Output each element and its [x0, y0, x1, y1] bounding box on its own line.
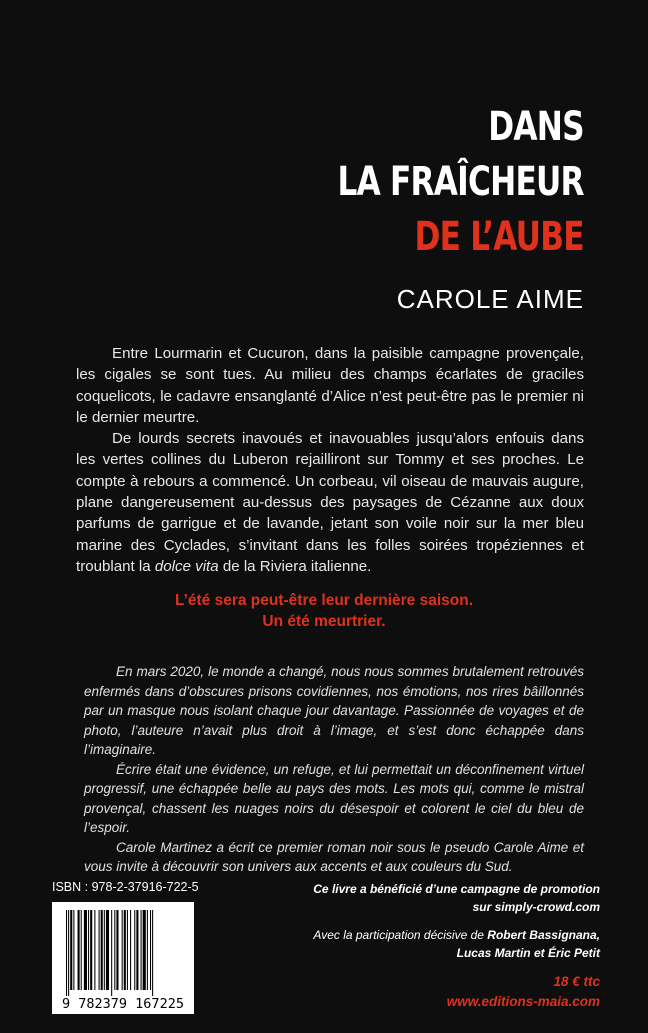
barcode-bar [73, 910, 74, 990]
barcode-bar [101, 910, 103, 990]
about-paragraph-3: Carole Martinez a écrit ce premier roman noir sous le pseudo Carole Aime et vous invite à découvrir son univers aux accents et aux couleurs du Sud. [84, 839, 584, 874]
price-block [447, 972, 600, 1012]
title-line-1: DANS [488, 104, 584, 150]
barcode-bar [94, 910, 95, 990]
barcode-bar [141, 910, 142, 990]
promo-line-3-start: Avec la participation décisive de [313, 928, 488, 942]
barcode-bar [88, 910, 89, 990]
barcode-graphic [52, 902, 194, 1014]
barcode-bar [127, 910, 128, 990]
barcode-bar [66, 910, 67, 996]
title-line-3: DE L’AUBE [414, 214, 584, 260]
barcode-bar [136, 910, 138, 990]
blurb-paragraph-2-end: de la Riviera italienne. [218, 557, 372, 575]
barcode-bar [84, 910, 87, 990]
isbn-label: ISBN : 978-2-37916-722-5 [52, 880, 199, 894]
barcode-bar [130, 910, 131, 990]
promo-line-3 [280, 926, 600, 944]
barcode-bar [106, 910, 109, 990]
barcode-bar [78, 910, 80, 990]
barcode-bar [150, 910, 151, 990]
publisher-website: www.editions-maia.com [446, 994, 600, 1009]
barcode [52, 902, 194, 1014]
promo-credits [280, 880, 600, 962]
title-line-2: LA FRAÎCHEUR [337, 159, 584, 205]
about-paragraph-1: En mars 2020, le monde a changé, nous nous sommes brutalement retrouvés enfermés dans d’obscures prisons covidiennes, nos émotions, nos rires bâillonnés par un masque nous isolant chaque jour davantage. Passionnée de voyages et de photo, l’auteure n’avait plus droit à l’image, et s’est donc échappée dans l’imaginaire. [84, 664, 584, 757]
promo-line-4: Lucas Martin et Éric Petit [456, 946, 600, 960]
barcode-bar [147, 910, 148, 990]
about-author [84, 662, 584, 877]
barcode-bar [70, 910, 72, 990]
barcode-bar [114, 910, 115, 990]
barcode-bar [99, 910, 100, 990]
barcode-bar [111, 910, 112, 996]
author-name: CAROLE AIME [396, 284, 584, 314]
blurb-paragraph-1: Entre Lourmarin et Cucuron, dans la paisible campagne provençale, les cigales se sont tues. Au milieu des champs écarlates de graciles coquelicots, le cadavre ensanglanté d’Alice n’est peut-être pas le premier ni le dernier meurtre. [76, 345, 584, 426]
blurb [76, 343, 584, 577]
barcode-bar [116, 910, 118, 990]
barcode-bar [122, 910, 123, 990]
promo-line-2: sur simply-crowd.com [472, 900, 600, 914]
barcode-bar [90, 910, 92, 990]
promo-line-1: Ce livre a bénéficié d’une campagne de promotion [313, 882, 600, 896]
book-title [338, 100, 584, 265]
barcode-bar [68, 910, 69, 996]
tagline [0, 590, 648, 632]
blurb-paragraph-2 [76, 428, 584, 577]
barcode-bar [124, 910, 126, 990]
promo-line-3-bold: Robert Bassignana, [487, 928, 600, 942]
blurb-paragraph-2-start: De lourds secrets inavoués et inavouables jusqu’alors enfouis dans les vertes collines du Luberon rejailliront sur Tommy et ses proches. Le compte à rebours a commencé. Un corbeau, vil oiseau de mauvais augure, plane dangereusement au-dessus des paysages de Cézanne aux doux parfums de garrigue et de lavande, jetant son voile noir sur la mer bleu marine des Cyclades, s’invitant dans les folles soirées tropéziennes et troublant la [76, 430, 584, 575]
barcode-bar [152, 910, 153, 996]
blurb-italic-phrase: dolce vita [154, 557, 219, 575]
barcode-digits: 9 782379 167225 [62, 996, 184, 1012]
about-paragraph-2: Écrire était une évidence, un refuge, et lui permettait un déconfinement virtuel progressif, une échappée belle au pays des mots. Les mots qui, comme le mistral provençal, chassent les nuages noirs du désespoir et colorent le ciel du bleu de l’espoir. [84, 761, 584, 835]
tagline-line-2: Un été meurtrier. [262, 613, 386, 630]
barcode-bar [134, 910, 135, 990]
barcode-bar [81, 910, 82, 990]
price-amount: 18 € ttc [553, 974, 600, 989]
tagline-line-1: L’été sera peut-être leur dernière saison. [174, 592, 474, 609]
barcode-bar [143, 910, 146, 990]
barcode-bar [104, 910, 105, 990]
